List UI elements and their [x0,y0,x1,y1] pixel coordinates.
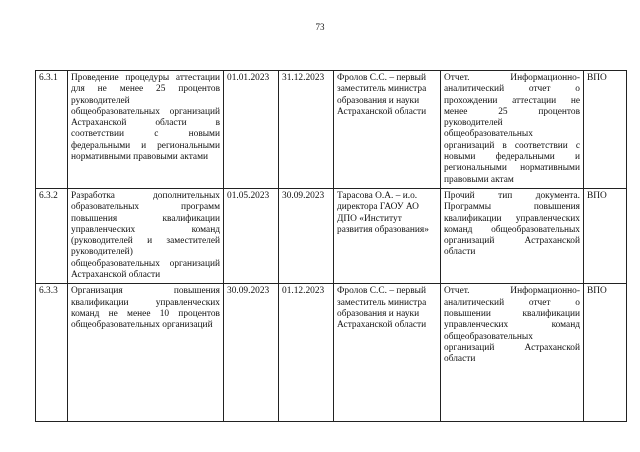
item-number: 6.3.1 [36,71,68,189]
measures-table [35,70,627,422]
executor-code: ВПО [584,188,627,283]
result-document: Прочий тип документа. Программы повышения квалификации управленческих команд общеобразовательных организаций Астраханской области [441,188,584,283]
responsible-person: Тарасова О.А. – и.о. директора ГАОУ АО ДПО «Институт развития образования» [334,188,441,283]
start-date: 01.01.2023 [224,71,279,189]
item-name: Организация повышения квалификации управленческих команд не менее 10 процентов общеобразовательных организаций [68,284,224,422]
table-row [36,284,627,422]
table-row [36,71,627,189]
responsible-person: Фролов С.С. – первый заместитель министра образования и науки Астраханской области [334,71,441,189]
end-date: 31.12.2023 [279,71,334,189]
item-number: 6.3.2 [36,188,68,283]
end-date: 30.09.2023 [279,188,334,283]
table-row [36,188,627,283]
item-name: Разработка дополнительных образовательных программ повышения квалификации управленческих команд (руководителей и заместителей руководителей) общеобразовательных организаций Астраханской области [68,188,224,283]
page-number: 73 [315,22,325,32]
start-date: 01.05.2023 [224,188,279,283]
responsible-person: Фролов С.С. – первый заместитель министра образования и науки Астраханской области [334,284,441,422]
start-date: 30.09.2023 [224,284,279,422]
item-number: 6.3.3 [36,284,68,422]
executor-code: ВПО [584,71,627,189]
end-date: 01.12.2023 [279,284,334,422]
executor-code: ВПО [584,284,627,422]
item-name: Проведение процедуры аттестации для не менее 25 процентов руководителей общеобразовательных организаций Астраханской области в соответствии с новыми федеральными и региональными нормативными правовыми актами [68,71,224,189]
result-document: Отчет. Информационно-аналитический отчет о повышении квалификации управленческих команд общеобразовательных организаций Астраханской области [441,284,584,422]
result-document: Отчет. Информационно-аналитический отчет о прохождении аттестации не менее 25 процентов руководителей общеобразовательных организаций в соответствии с новыми федеральными и региональными нормативными правовыми актам [441,71,584,189]
